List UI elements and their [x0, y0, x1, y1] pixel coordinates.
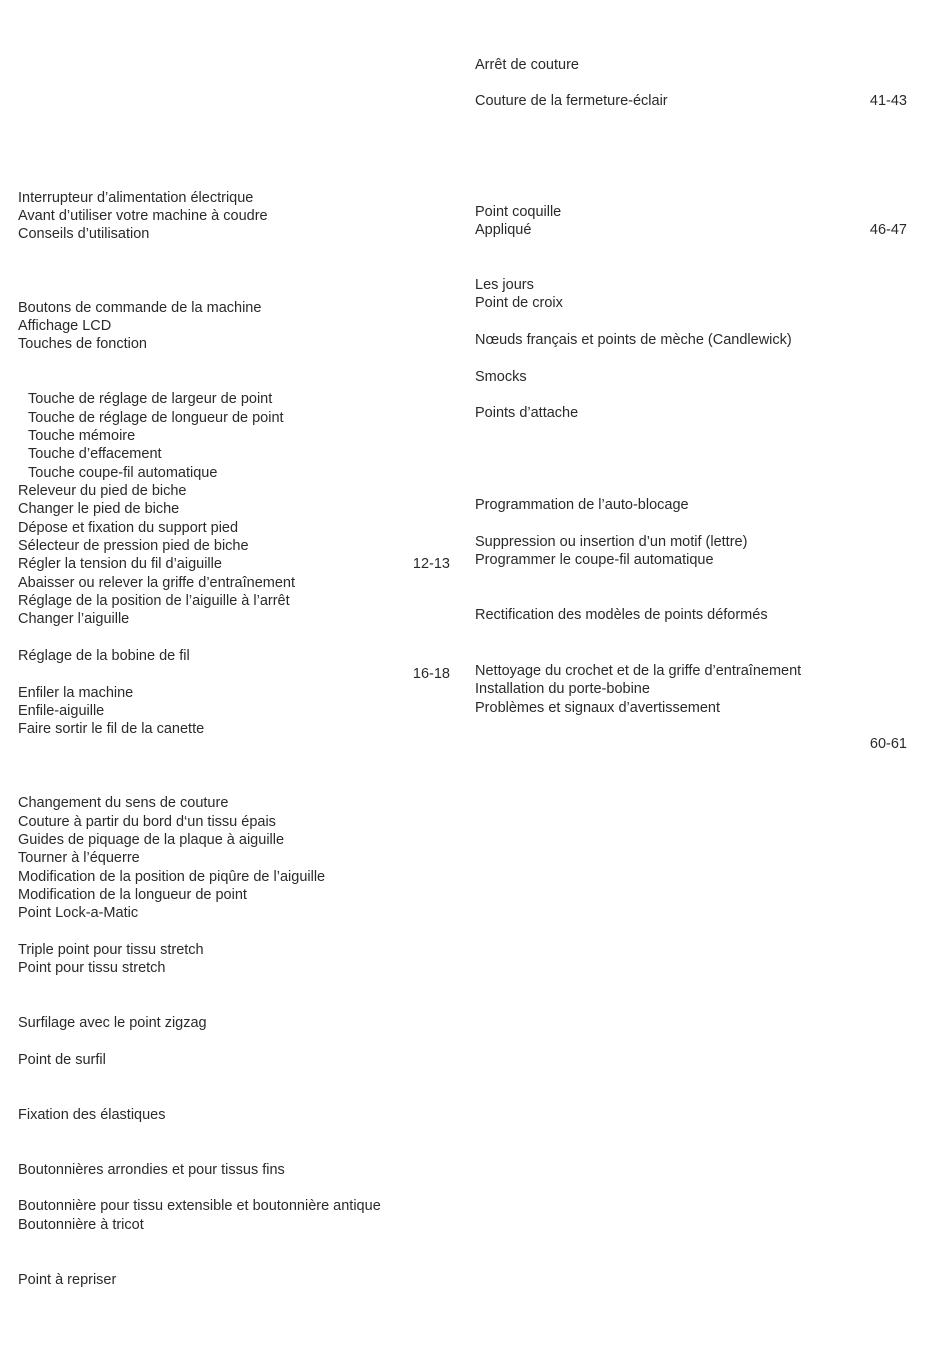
toc-entry: Couture de la fermeture-éclair	[475, 93, 668, 109]
toc-entry: Installation du porte-bobine	[475, 681, 650, 697]
toc-entry: Triple point pour tissu stretch	[18, 942, 204, 958]
toc-entry: Réglage de la bobine de fil	[18, 648, 190, 664]
toc-entry: Interrupteur d’alimentation électrique	[18, 190, 254, 206]
toc-entry: Faire sortir le fil de la canette	[18, 721, 205, 737]
toc-entry: Smocks	[475, 369, 527, 385]
toc-entry: Affichage LCD	[18, 318, 112, 334]
toc-entry: Boutonnière pour tissu extensible et boutonnière antique	[18, 1198, 381, 1214]
toc-entry: Dépose et fixation du support pied	[18, 520, 239, 536]
toc-entry: Point de surfil	[18, 1052, 106, 1068]
toc-entry: Problèmes et signaux d’avertissement	[475, 700, 721, 716]
page-number: 41-43	[869, 93, 907, 109]
toc-entry: Enfiler la machine	[18, 685, 134, 701]
toc-subentry: Touche coupe-fil automatique	[28, 465, 218, 481]
toc-entry: Releveur du pied de biche	[18, 483, 187, 499]
toc-entry: Points d’attache	[475, 405, 579, 421]
toc-entry: Conseils d’utilisation	[18, 226, 150, 242]
toc-entry: Nettoyage du crochet et de la griffe d’entraînement	[475, 663, 802, 679]
toc-entry: Couture à partir du bord d‘un tissu épais	[18, 814, 276, 830]
toc-subentry: Touche d’effacement	[28, 446, 162, 462]
toc-entry: Régler la tension du fil d’aiguille	[18, 556, 222, 572]
toc-entry: Point Lock-a-Matic	[18, 905, 139, 921]
toc-subentry: Touche mémoire	[28, 428, 136, 444]
toc-entry: Appliqué	[475, 222, 532, 238]
page-number: 12-13	[412, 556, 450, 572]
toc-entry: Arrêt de couture	[475, 57, 579, 73]
toc-subentry: Touche de réglage de largeur de point	[28, 391, 273, 407]
toc-entry: Programmation de l’auto-blocage	[475, 497, 689, 513]
page-number: 16-18	[412, 666, 450, 682]
toc-entry: Tourner à l’équerre	[18, 850, 140, 866]
toc-entry: Changer l’aiguille	[18, 611, 130, 627]
toc-entry: Sélecteur de pression pied de biche	[18, 538, 249, 554]
toc-entry: Suppression ou insertion d’un motif (lettre)	[475, 534, 748, 550]
toc-entry: Réglage de la position de l’aiguille à l’arrêt	[18, 593, 290, 609]
toc-entry: Les jours	[475, 277, 534, 293]
toc-entry: Surfilage avec le point zigzag	[18, 1015, 207, 1031]
toc-entry: Boutons de commande de la machine	[18, 300, 262, 316]
toc-entry: Boutonnières arrondies et pour tissus fins	[18, 1162, 285, 1178]
toc-entry: Boutonnière à tricot	[18, 1217, 144, 1233]
toc-entry: Point pour tissu stretch	[18, 960, 166, 976]
page-number: 46-47	[869, 222, 907, 238]
toc-entry: Modification de la longueur de point	[18, 887, 247, 903]
toc-entry: Abaisser ou relever la griffe d’entraînement	[18, 575, 295, 591]
toc-entry: Avant d’utiliser votre machine à coudre	[18, 208, 268, 224]
toc-entry: Point à repriser	[18, 1272, 117, 1288]
toc-entry: Guides de piquage de la plaque à aiguille	[18, 832, 285, 848]
toc-entry: Enfile-aiguille	[18, 703, 105, 719]
toc-entry: Programmer le coupe-fil automatique	[475, 552, 714, 568]
toc-entry: Changer le pied de biche	[18, 501, 180, 517]
toc-entry: Point de croix	[475, 295, 563, 311]
toc-entry: Modification de la position de piqûre de l’aiguille	[18, 869, 326, 885]
page-number: 60-61	[869, 736, 907, 752]
toc-entry: Nœuds français et points de mèche (Candlewick)	[475, 332, 792, 348]
toc-entry: Rectification des modèles de points déformés	[475, 607, 768, 623]
toc-entry: Changement du sens de couture	[18, 795, 229, 811]
toc-entry: Fixation des élastiques	[18, 1107, 166, 1123]
toc-entry: Point coquille	[475, 204, 562, 220]
toc-entry: Touches de fonction	[18, 336, 147, 352]
toc-subentry: Touche de réglage de longueur de point	[28, 410, 284, 426]
